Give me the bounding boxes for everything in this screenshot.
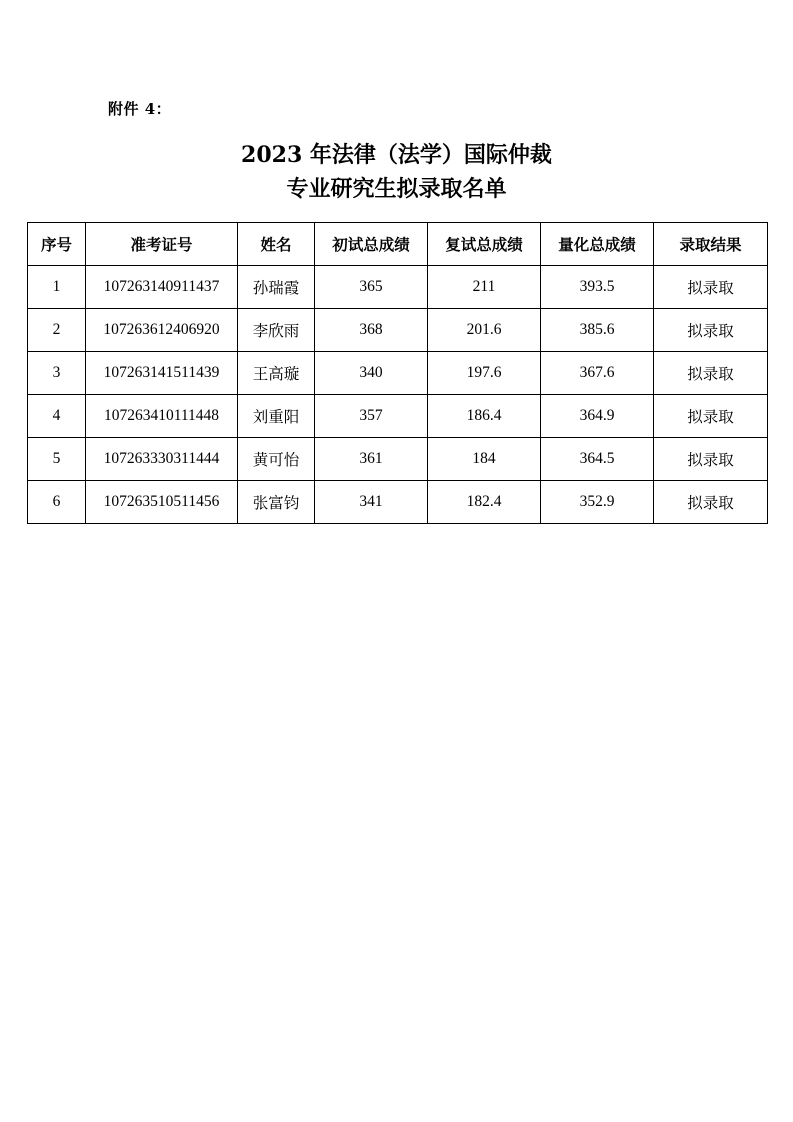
column-header-total: 量化总成绩 bbox=[541, 223, 654, 266]
cell-first-exam: 361 bbox=[315, 438, 428, 481]
cell-result: 拟录取 bbox=[654, 309, 768, 352]
cell-index: 5 bbox=[28, 438, 86, 481]
cell-total: 393.5 bbox=[541, 266, 654, 309]
admission-roster-table bbox=[27, 222, 768, 524]
page-title-line-2: 专业研究生拟录取名单 bbox=[286, 176, 507, 202]
table-row bbox=[28, 309, 768, 352]
cell-second-exam: 182.4 bbox=[428, 481, 541, 524]
cell-index: 4 bbox=[28, 395, 86, 438]
cell-name: 刘重阳 bbox=[238, 395, 315, 438]
column-header-ticket: 准考证号 bbox=[86, 223, 238, 266]
cell-total: 364.5 bbox=[541, 438, 654, 481]
table-header-row bbox=[28, 223, 768, 266]
cell-index: 1 bbox=[28, 266, 86, 309]
column-header-result: 录取结果 bbox=[654, 223, 768, 266]
cell-second-exam: 211 bbox=[428, 266, 541, 309]
cell-ticket: 107263330311444 bbox=[86, 438, 238, 481]
table-row bbox=[28, 438, 768, 481]
cell-name: 李欣雨 bbox=[238, 309, 315, 352]
cell-total: 385.6 bbox=[541, 309, 654, 352]
cell-ticket: 107263612406920 bbox=[86, 309, 238, 352]
cell-second-exam: 184 bbox=[428, 438, 541, 481]
cell-first-exam: 365 bbox=[315, 266, 428, 309]
cell-name: 张富钧 bbox=[238, 481, 315, 524]
cell-ticket: 107263410111448 bbox=[86, 395, 238, 438]
cell-index: 6 bbox=[28, 481, 86, 524]
column-header-second-exam: 复试总成绩 bbox=[428, 223, 541, 266]
column-header-index: 序号 bbox=[28, 223, 86, 266]
attachment-label: 附件 4： bbox=[108, 100, 172, 118]
cell-ticket: 107263141511439 bbox=[86, 352, 238, 395]
cell-name: 孙瑞霞 bbox=[238, 266, 315, 309]
cell-first-exam: 341 bbox=[315, 481, 428, 524]
cell-total: 364.9 bbox=[541, 395, 654, 438]
cell-index: 3 bbox=[28, 352, 86, 395]
page-title-line-1: 2023 年法律（法学）国际仲裁 bbox=[241, 142, 552, 168]
column-header-name: 姓名 bbox=[238, 223, 315, 266]
table-row bbox=[28, 481, 768, 524]
page-title bbox=[0, 138, 793, 206]
cell-total: 352.9 bbox=[541, 481, 654, 524]
cell-second-exam: 186.4 bbox=[428, 395, 541, 438]
cell-ticket: 107263140911437 bbox=[86, 266, 238, 309]
column-header-first-exam: 初试总成绩 bbox=[315, 223, 428, 266]
cell-result: 拟录取 bbox=[654, 266, 768, 309]
cell-first-exam: 357 bbox=[315, 395, 428, 438]
cell-second-exam: 197.6 bbox=[428, 352, 541, 395]
cell-first-exam: 368 bbox=[315, 309, 428, 352]
cell-result: 拟录取 bbox=[654, 481, 768, 524]
cell-result: 拟录取 bbox=[654, 352, 768, 395]
cell-result: 拟录取 bbox=[654, 438, 768, 481]
table-row bbox=[28, 395, 768, 438]
cell-ticket: 107263510511456 bbox=[86, 481, 238, 524]
cell-total: 367.6 bbox=[541, 352, 654, 395]
cell-first-exam: 340 bbox=[315, 352, 428, 395]
cell-second-exam: 201.6 bbox=[428, 309, 541, 352]
table-row bbox=[28, 266, 768, 309]
cell-index: 2 bbox=[28, 309, 86, 352]
table-row bbox=[28, 352, 768, 395]
cell-result: 拟录取 bbox=[654, 395, 768, 438]
cell-name: 黄可怡 bbox=[238, 438, 315, 481]
cell-name: 王高璇 bbox=[238, 352, 315, 395]
